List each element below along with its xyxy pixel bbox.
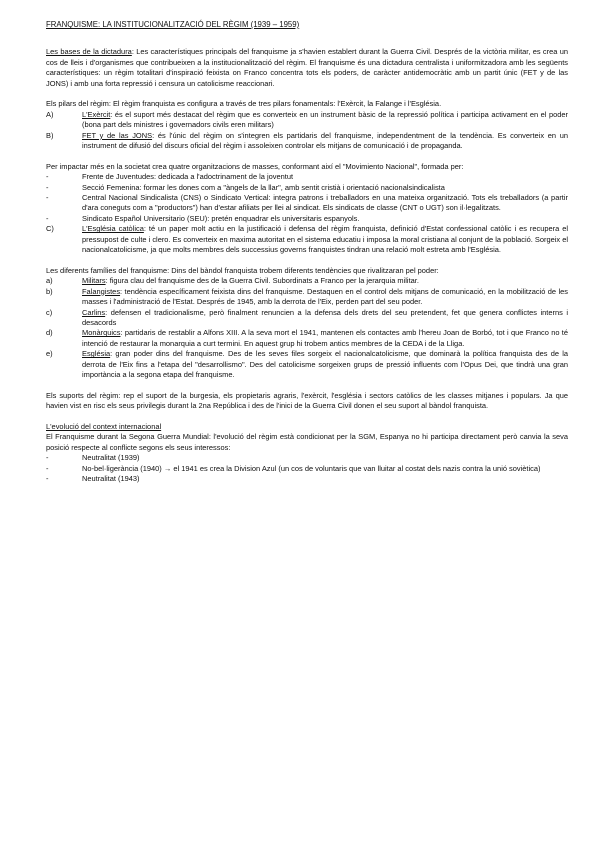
list-item-text: Secció Femenina: formar les dones com a "àngels de la llar", amb sentit cristià i orientació nacionalsindicalista bbox=[82, 182, 445, 192]
list-item bbox=[46, 193, 568, 214]
family-text: : defensen el tradicionalisme, però finalment renuncien a la defensa dels drets del seu pretendent, fet que genera conflictes interns i desacords bbox=[82, 307, 568, 327]
pilars-intro: Els pilars del règim: El règim franquista es configura a través de tres pilars fonamentals: l'Exèrcit, la Falange i l'Església. bbox=[46, 99, 442, 109]
family-item-falangistes bbox=[46, 287, 568, 308]
list-marker: A) bbox=[46, 109, 54, 119]
list-item bbox=[46, 474, 568, 484]
pilar-label: L'Església catòlica bbox=[82, 224, 144, 234]
list-item bbox=[46, 214, 568, 224]
families-intro: Les diferents famílies del franquisme: Dins del bàndol franquista trobem diferents tendències que rivalitzaran pel poder: bbox=[46, 265, 439, 275]
list-item-text: Neutralitat (1939) bbox=[82, 453, 140, 463]
bases-text: : Les característiques principals del franquisme ja s'havien establert durant la Guerra Civil. Després de la victòria militar, es crea un cos de lleis i d'organismes que contribueixen a la institucionalització del règim. El franquisme és una dictadura centralista i uniformitzadora amb les següents característiques: un règim totalitari d'inspiració feixista on Franco concentra tots els poders, de caràcter antidemocràtic amb un partit únic (FET y de las JONS) i amb una forta repressió i censura un catolicisme reaccionari. bbox=[46, 47, 568, 88]
internacional-heading: L'evolució del context internacional bbox=[46, 421, 162, 431]
list-item bbox=[46, 183, 568, 193]
pilar-item-falange bbox=[46, 131, 568, 152]
family-item-monarquics bbox=[46, 328, 568, 349]
family-label: Carlins bbox=[82, 307, 106, 317]
list-marker: - bbox=[46, 463, 49, 473]
list-item bbox=[46, 453, 568, 463]
internacional-intro: El Franquisme durant la Segona Guerra Mundial: l'evolució del règim està condicionat per la SGM, Espanya no hi participa directament però canvia la seva posició respecte al conflicte segons els seus interessos: bbox=[46, 432, 568, 452]
family-text: : tendència específicament feixista dins del franquisme. Destaquen en el control dels mitjans de comunicació, en la mobilització de les masses i l'administració de l'Estat. Després de 1945, amb la derrota de l'Eix, perden part del seu poder. bbox=[82, 286, 568, 307]
family-text: : gran poder dins del franquisme. Des de les seves files sorgeix el nacionalcatolicisme, que dominarà la política franquista des de la derrota de l'Eix fins a l'etapa del "desarrollismo". Des del catolicisme sorgeixen grups de pressió influents com l'Opus Dei, que tindrà una gran importància a la segona etapa del franquisme. bbox=[82, 349, 568, 379]
family-label: Església bbox=[82, 349, 111, 359]
list-marker: B) bbox=[46, 130, 54, 140]
bases-heading: Les bases de la dictadura bbox=[46, 47, 132, 57]
list-marker: - bbox=[46, 182, 49, 192]
list-marker: - bbox=[46, 213, 49, 223]
family-item-militars bbox=[46, 276, 568, 286]
list-marker: a) bbox=[46, 276, 53, 286]
family-text: : figura clau del franquisme des de la Guerra Civil. Subordinats a Franco per la jerarquia militar. bbox=[105, 276, 419, 286]
family-label: Falangistes bbox=[82, 286, 121, 296]
pilar-item-esglesia bbox=[46, 224, 568, 255]
family-item-carlins bbox=[46, 308, 568, 329]
pilar-label: L'Exèrcit bbox=[82, 109, 111, 119]
pilar-text: : és l'únic del règim on s'integren els partidaris del franquisme, independentment de la tendència. Es converteix en un instrument de difusió del discurs oficial del règim i assoleixen controlar els mitjans de comunicació i de propaganda. bbox=[82, 130, 569, 151]
list-marker: - bbox=[46, 473, 49, 483]
pilar-item-exercit bbox=[46, 110, 568, 131]
family-item-esglesia bbox=[46, 349, 568, 380]
list-item bbox=[46, 172, 568, 182]
list-marker: C) bbox=[46, 224, 54, 234]
suports-paragraph: Els suports del règim: rep el suport de la burgesia, els propietaris agraris, l'exèrcit, l'església i sectors catòlics de les classes mitjanes i populars. Ja que havien vist en risc els seus privilegis durant la 2na República i des de l'inici de la Guerra Civil donen el seu suport al bàndol franquista. bbox=[46, 390, 568, 411]
list-item-text: Frente de Juventudes: dedicada a l'adoctrinament de la joventut bbox=[82, 172, 294, 182]
list-marker: b) bbox=[46, 286, 53, 296]
list-marker: c) bbox=[46, 307, 53, 317]
list-item bbox=[46, 464, 568, 474]
pilar-label: FET y de las JONS bbox=[82, 130, 153, 140]
pilar-text: : té un paper molt actiu en la justificació i defensa del règim franquista, definició d'Estat confessional catòlic i es recupera el pressupost de culte i clero. Es converteix en maxima autoritat en el sistema educatiu i imposa la moral cristiana al conjunt de la població. Sorgeix el nacionalcatolicisme, ja que molts membres dels successius governs franquistes tindran una relació molt estreta amb l'Església. bbox=[82, 224, 568, 255]
family-label: Monàrquics bbox=[82, 328, 121, 338]
bases-paragraph bbox=[46, 47, 568, 89]
document-page bbox=[46, 20, 568, 484]
family-label: Militars bbox=[82, 276, 106, 286]
family-text: : partidaris de restablir a Alfons XIII. A la seva mort el 1941, mantenen els contactes amb l'hereu Joan de Borbó, tot i que Franco no té intenció de restaurar la monarquia a curt termini. En aquest grup hi trobem antics membres de la CEDA i de la Lliga. bbox=[82, 328, 568, 348]
list-item-text: Central Nacional Sindicalista (CNS) o Sindicato Vertical: integra patrons i treballadors en una mateixa organització. Tots els treballadors (a partir d'ara coneguts com a "productors") han d'estar afiliats per llei al sindicat. Els sindicats de classe (CNT o UGT) son il·legalitzats. bbox=[82, 193, 568, 213]
pilar-text: : és el suport més destacat del règim que es converteix en un instrument bàsic de la repressió política i participa activament en el poder (bona part dels ministres i governadors civils eren militars) bbox=[82, 109, 568, 130]
list-item-text: Neutralitat (1943) bbox=[82, 473, 140, 483]
list-marker: d) bbox=[46, 328, 53, 338]
list-marker: - bbox=[46, 172, 49, 182]
list-marker: e) bbox=[46, 349, 53, 359]
document-title: FRANQUISME: LA INSTITUCIONALITZACIÓ DEL RÈGIM (1939 – 1959) bbox=[46, 20, 300, 29]
list-marker: - bbox=[46, 193, 49, 203]
list-item-text: No-bel·ligerància (1940) → el 1941 es crea la Division Azul (un cos de voluntaris que van lluitar al costat dels nazis contra la unió soviètica) bbox=[82, 463, 541, 473]
list-item-text: Sindicato Español Universitario (SEU): pretén enquadrar els universitaris espanyols. bbox=[82, 213, 360, 223]
list-marker: - bbox=[46, 453, 49, 463]
masses-intro: Per impactar més en la societat crea quatre organitzacions de masses, conformant així el "Movimiento Nacional", formada per: bbox=[46, 161, 464, 171]
